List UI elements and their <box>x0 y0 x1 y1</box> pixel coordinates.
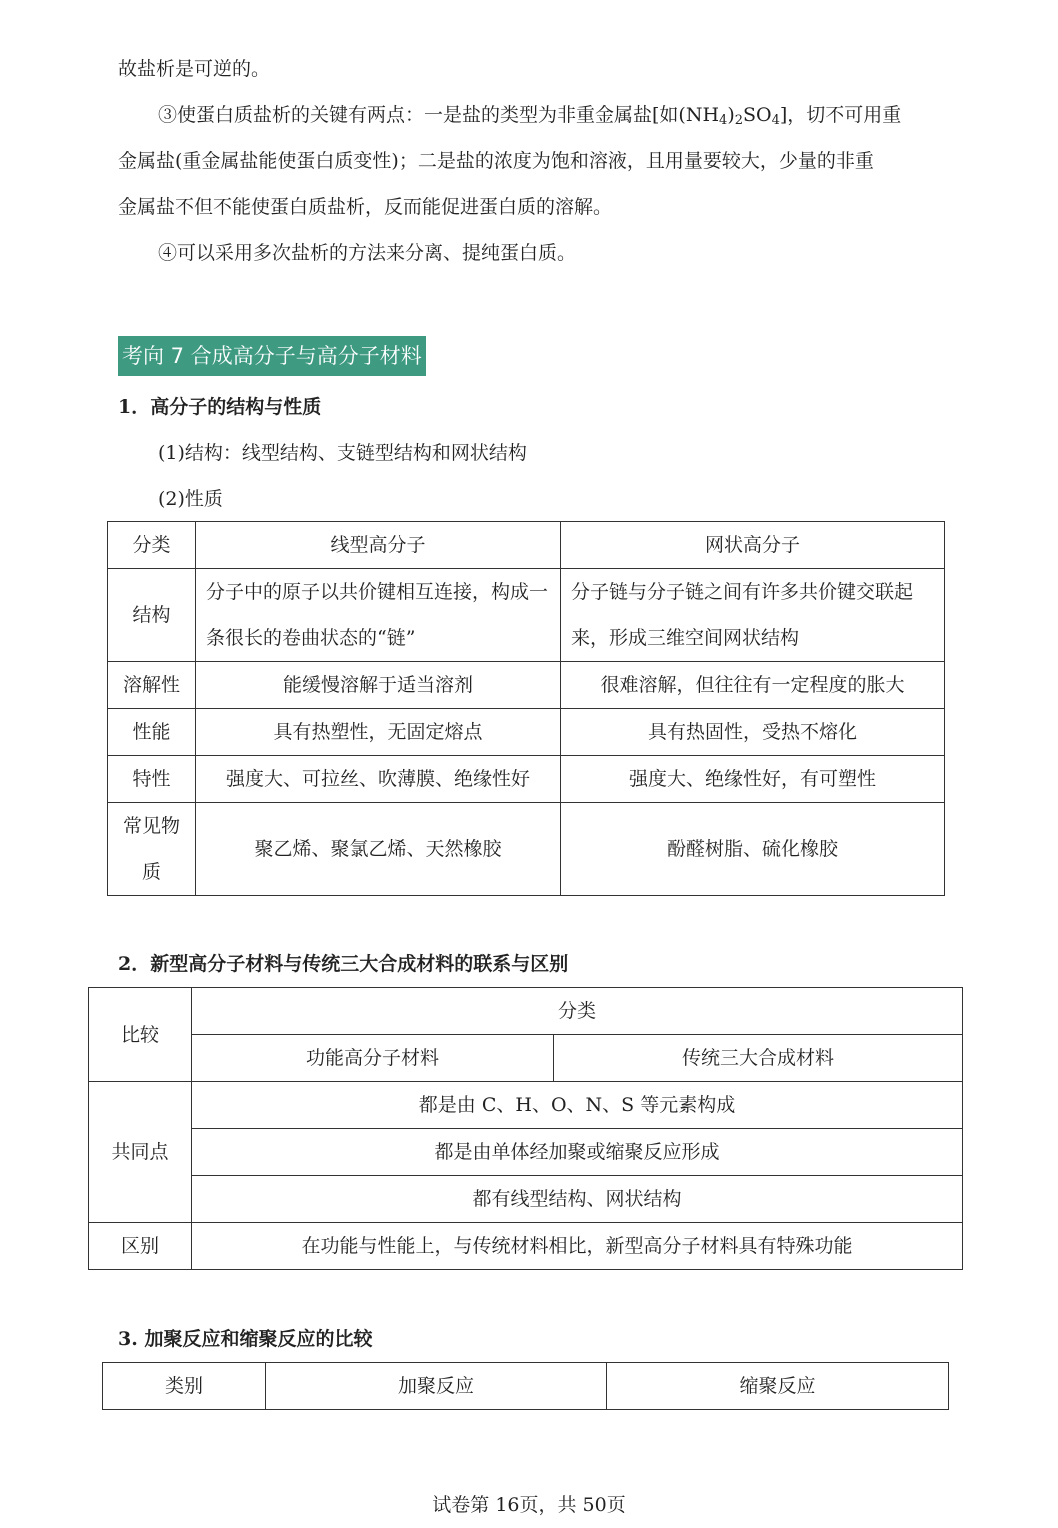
table-row <box>89 1082 963 1129</box>
table-row <box>89 1223 963 1270</box>
table-row <box>108 662 945 709</box>
traditional-materials-header: 传统三大合成材料 <box>554 1035 963 1082</box>
page-footer: 试卷第 16页，共 50页 <box>432 1494 626 1516</box>
materials-comparison-table <box>88 987 963 1270</box>
network-cell: 强度大、绝缘性好，有可塑性 <box>561 756 945 803</box>
common-label: 共同点 <box>89 1082 192 1223</box>
row-label: 性能 <box>108 709 196 756</box>
table-row <box>108 803 945 896</box>
header-network: 网状高分子 <box>561 522 945 569</box>
common-point: 都有线型结构、网状结构 <box>192 1176 963 1223</box>
common-point: 都是由 C、H、O、N、S 等元素构成 <box>192 1082 963 1129</box>
linear-cell: 强度大、可拉丝、吹薄膜、绝缘性好 <box>196 756 561 803</box>
header-linear: 线型高分子 <box>196 522 561 569</box>
network-cell: 分子链与分子链之间有许多共价键交联起来，形成三维空间网状结构 <box>561 569 945 662</box>
header-category: 分类 <box>108 522 196 569</box>
common-point: 都是由单体经加聚或缩聚反应形成 <box>192 1129 963 1176</box>
table-header-row <box>108 522 945 569</box>
difference-label: 区别 <box>89 1223 192 1270</box>
intro-line: 故盐析是可逆的。 <box>118 58 271 80</box>
compare-label: 比较 <box>89 988 192 1082</box>
table-row <box>108 569 945 662</box>
table-row <box>89 1176 963 1223</box>
header-addition: 加聚反应 <box>266 1363 607 1410</box>
category-header: 分类 <box>192 988 963 1035</box>
subsection-3-title: 3. 加聚反应和缩聚反应的比较 <box>118 1328 373 1350</box>
network-cell: 酚醛树脂、硫化橡胶 <box>561 803 945 896</box>
paragraph-3-line-1: ③使蛋白质盐析的关键有两点：一是盐的类型为非重金属盐[如$(NH_4)_2SO_4$]，切不可用重 <box>158 104 902 128</box>
network-cell: 很难溶解，但往往有一定程度的胀大 <box>561 662 945 709</box>
linear-cell: 能缓慢溶解于适当溶剂 <box>196 662 561 709</box>
table-header-row <box>103 1363 949 1410</box>
linear-cell: 具有热塑性，无固定熔点 <box>196 709 561 756</box>
row-label: 特性 <box>108 756 196 803</box>
row-label: 结构 <box>108 569 196 662</box>
linear-cell: 聚乙烯、聚氯乙烯、天然橡胶 <box>196 803 561 896</box>
row-label: 常见物质 <box>108 803 196 896</box>
subsection-2-title: 2．新型高分子材料与传统三大合成材料的联系与区别 <box>118 953 569 975</box>
header-type: 类别 <box>103 1363 266 1410</box>
table-row <box>108 709 945 756</box>
functional-materials-header: 功能高分子材料 <box>192 1035 554 1082</box>
network-cell: 具有热固性，受热不熔化 <box>561 709 945 756</box>
linear-cell: 分子中的原子以共价键相互连接，构成一条很长的卷曲状态的“链” <box>196 569 561 662</box>
property-line: (2)性质 <box>158 488 223 510</box>
difference-text: 在功能与性能上，与传统材料相比，新型高分子材料具有特殊功能 <box>192 1223 963 1270</box>
section-heading: 考向 7 合成高分子与高分子材料 <box>118 336 426 376</box>
paragraph-3-line-3: 金属盐不但不能使蛋白质盐析，反而能促进蛋白质的溶解。 <box>118 196 613 218</box>
polymer-comparison-table <box>107 521 945 896</box>
table-row <box>89 1129 963 1176</box>
polymerization-table <box>102 1362 949 1410</box>
paragraph-4: ④可以采用多次盐析的方法来分离、提纯蛋白质。 <box>158 242 577 264</box>
subsection-1-title: 1．高分子的结构与性质 <box>118 396 322 418</box>
structure-line: (1)结构：线型结构、支链型结构和网状结构 <box>158 442 527 464</box>
header-condensation: 缩聚反应 <box>607 1363 949 1410</box>
table-row <box>108 756 945 803</box>
paragraph-3-line-2: 金属盐(重金属盐能使蛋白质变性)；二是盐的浓度为饱和溶液，且用量要较大，少量的非重 <box>118 150 874 172</box>
row-label: 溶解性 <box>108 662 196 709</box>
